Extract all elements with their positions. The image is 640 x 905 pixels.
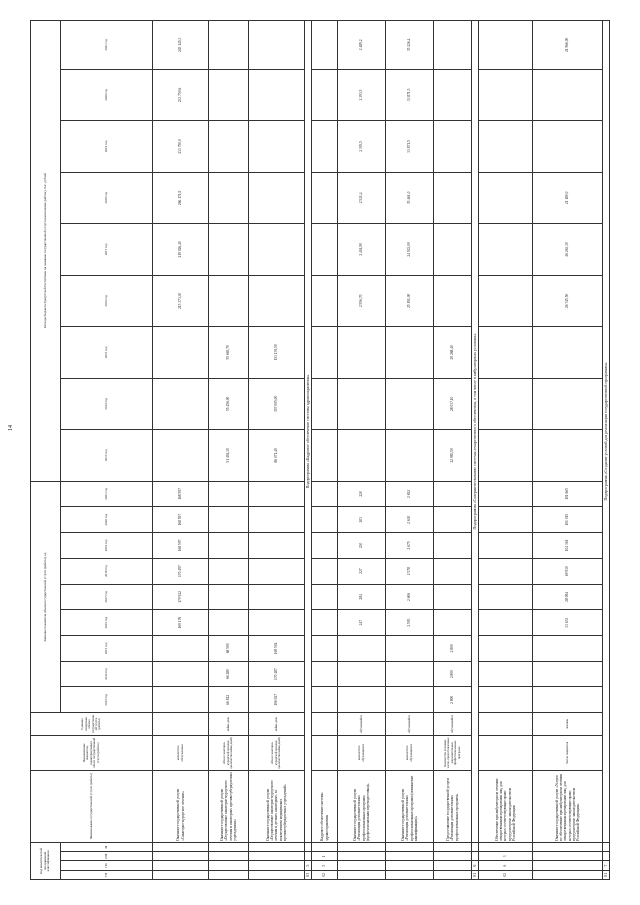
- table-row: Предоставление государственной услуги «Реализация дополнительных профессиональных программ» Количество человеко-часов, предоставленных дополнительных профессиональных программ обучающийся 2 800 2 800 2 800 22 983,50 28 037,10 29 268,40: [434, 21, 472, 880]
- table-row: 02 5 1 Кадровое обеспечение системы здравоохранения: [312, 21, 338, 880]
- exp-year-header: 2018 год: [61, 172, 153, 223]
- unit-cell: койко-день: [209, 713, 249, 736]
- vol-year-header: 2016 год: [61, 610, 153, 636]
- exp-year-header: 2016 год: [61, 275, 153, 326]
- exp-year-header: 2014 год: [61, 378, 153, 429]
- service-name-cell: Обеспечение при амбулаторном лечении лекарственными препаратами лиц, для которых соответствующие право предусмотрено законодательством Российской Федерации: [479, 770, 533, 842]
- table-row: Оказание государственной услуги «Реализация дополнительных профессиональных программ (повышение квалификации)» количество обучающихся обучающийся 2 593 2 606 2 578 2 675 2 630 2 652 25 191,00 24 923,00 35 461,0 33 871,5 33 871,5 35 226,4: [386, 21, 434, 880]
- subprogram-title: Подпрограмма «Создание условий для реализации государственной программы»: [603, 21, 610, 843]
- service-name-header: Наименование государственной услуги (работы): [31, 770, 153, 842]
- unit-cell: койко-день: [249, 713, 305, 736]
- exp-year-header: 2013 год: [61, 430, 153, 481]
- vol-year-header: 2015 год: [61, 635, 153, 661]
- indicator-cell: количество обучающихся: [338, 735, 386, 770]
- rotated-table-container: [30, 20, 618, 880]
- vol-year-header: 2014 год: [61, 661, 153, 687]
- service-name-cell: Оказание государственной услуги «Реализация дополнительных профессиональных программ (профессиональная переподготовка)»: [338, 770, 386, 842]
- code-group-header: Код аналитической программной классификации: [31, 842, 61, 879]
- vol-year-header: 2020 год: [61, 507, 153, 533]
- service-name-cell: Оказание государственной услуги «Осуществление санаторно-курортного лечения в детских санаториях, за исключением медицинских противотуберкулезных учреждений»: [249, 770, 305, 842]
- table-row: 02 6 3 Обеспечение при амбулаторном лечении лекарственными препаратами лиц, для которых соответствующие право предусмотрено законодательством Российской Федерации: [479, 21, 533, 880]
- page-number: 14: [8, 425, 14, 431]
- expense-group-header: Расходы бюджета Удмуртской Республики на оказание государственной услуги (выполнение работы), тыс. рублей: [31, 21, 61, 482]
- exp-year-header: 2019 год: [61, 121, 153, 172]
- vol-year-header: 2018 год: [61, 558, 153, 584]
- unit-header: Единица измерения объема государственной услуги (работы): [31, 713, 153, 736]
- table-row: Оказание государственной услуги «Осуществление санаторно-курортного лечения в детских санаториях, за исключением медицинских противотуберкулезных учреждений» объем санаторно-курортной помощи (количество койко-дней) койко-день 106 927 170 487 169 504 86 071,40 157 005,00 153 139,50: [249, 21, 305, 880]
- subprogram-row: 01 5 Подпрограмма «Кадровое обеспечение системы здравоохранения»: [305, 21, 312, 880]
- service-name-cell: Оказание государственной услуги «Осуществление санаторно-курортного лечения в санаториях противотуберкулезных учреждениях»: [209, 770, 249, 842]
- code-m-header: М: [61, 842, 153, 851]
- subprogram-row: 01 7 Подпрограмма «Создание условий для реализации государственной программы»: [603, 21, 610, 880]
- code-gp-header: ГП: [61, 870, 153, 879]
- indicator-cell: Число пациентов: [533, 735, 603, 770]
- vol-year-header: 2013 год: [61, 687, 153, 713]
- table-row: Оказание государственной услуги «Реализация дополнительных профессиональных программ (профессиональная переподготовка)» количество обучающихся обучающийся 247 284 227 230 203 220 2 556,70 2 404,90 2 521,4 2 393,5 2 393,5 2 489,2: [338, 21, 386, 880]
- vol-year-header: 2021 год: [61, 481, 153, 507]
- subprogram-title: Подпрограмма «Кадровое обеспечение системы здравоохранения»: [305, 21, 312, 843]
- services-table: [30, 20, 610, 880]
- volume-group-header: Значение показателя объема государственной услуги (работы), ед.: [31, 481, 61, 713]
- exp-year-header: 2020 год: [61, 69, 153, 120]
- subprogram-row: 01 6 Подпрограмма «Совершенствование системы лекарственного обеспечения, в том числе в амбулаторных условиях»: [472, 21, 479, 880]
- vol-year-header: 2019 год: [61, 533, 153, 559]
- service-name-cell: Оказание государственной услуги «Реализация дополнительных профессиональных программ (повышение квалификации)»: [386, 770, 434, 842]
- unit-cell: [153, 713, 209, 736]
- indicator-cell: количество обслуженных: [153, 735, 209, 770]
- service-name-cell: Оказание государственной услуги «Услуги по обеспечению при амбулаторном лечении лекарственными препаратами лиц, для которых соответствующие право предусмотрено законодательством Российской Федерации»: [533, 770, 603, 842]
- exp-year-header: 2021 год: [61, 21, 153, 70]
- unit-cell: обучающийся: [386, 713, 434, 736]
- exp-year-header: 2015 год: [61, 327, 153, 378]
- code-pp-header: Пп: [61, 861, 153, 870]
- table-row: Оказание государственной услуги «Услуги по обеспечению при амбулаторном лечении лекарственными препаратами лиц, для которых соответствующие право предусмотрено законодательством Российской Федерации» Число пациентов человек 33 633 28 084 69 930 102 361 101 015 101 665 26 745,50 26 263,30 21 180,0 21 966,00: [533, 21, 603, 880]
- service-name-cell: Предоставление государственной услуги «Реализация дополнительных профессиональных программ»: [434, 770, 472, 842]
- indicator-header: Наименование показателя, характеризующего объем государственной услуги (работы): [31, 735, 153, 770]
- table-row: Оказание государственной услуги «Осуществление санаторно-курортного лечения в санаториях противотуберкулезных учреждениях» объем санаторно-курортной помощи (количество койко-дней) койко-день 66 812 66 280 68 500 51 494,30 55 456,00 55 665,70: [209, 21, 249, 880]
- indicator-cell: количество обучающихся: [386, 735, 434, 770]
- indicator-cell: объем санаторно-курортной помощи (количество койко-дней): [209, 735, 249, 770]
- unit-cell: обучающийся: [338, 713, 386, 736]
- service-name-cell: Оказание государственной услуги «Санаторно-курортное лечение»: [153, 770, 209, 842]
- service-name-cell: Кадровое обеспечение системы здравоохранения: [312, 770, 338, 842]
- code-om-header: ОМ: [61, 852, 153, 861]
- unit-cell: человек: [533, 713, 603, 736]
- indicator-cell: Количество человеко-часов, предоставленных дополнительных профессиональных программ: [434, 735, 472, 770]
- subprogram-title: Подпрограмма «Совершенствование системы лекарственного обеспечения, в том числе в амбулаторных условиях»: [472, 21, 479, 843]
- exp-year-header: 2017 год: [61, 224, 153, 275]
- table-row: Оказание государственной услуги «Санаторно-курортное лечение» количество обслуженных 169 176 170 922 170 497 168 597 168 597 168 597 215 373,30 219 026,40 266 171,9 233 750,0 233 750,6 245 145,3: [153, 21, 209, 880]
- unit-cell: обучающийся: [434, 713, 472, 736]
- indicator-cell: объем санаторно-курортной помощи (количество койко-дней): [249, 735, 305, 770]
- vol-year-header: 2017 год: [61, 584, 153, 610]
